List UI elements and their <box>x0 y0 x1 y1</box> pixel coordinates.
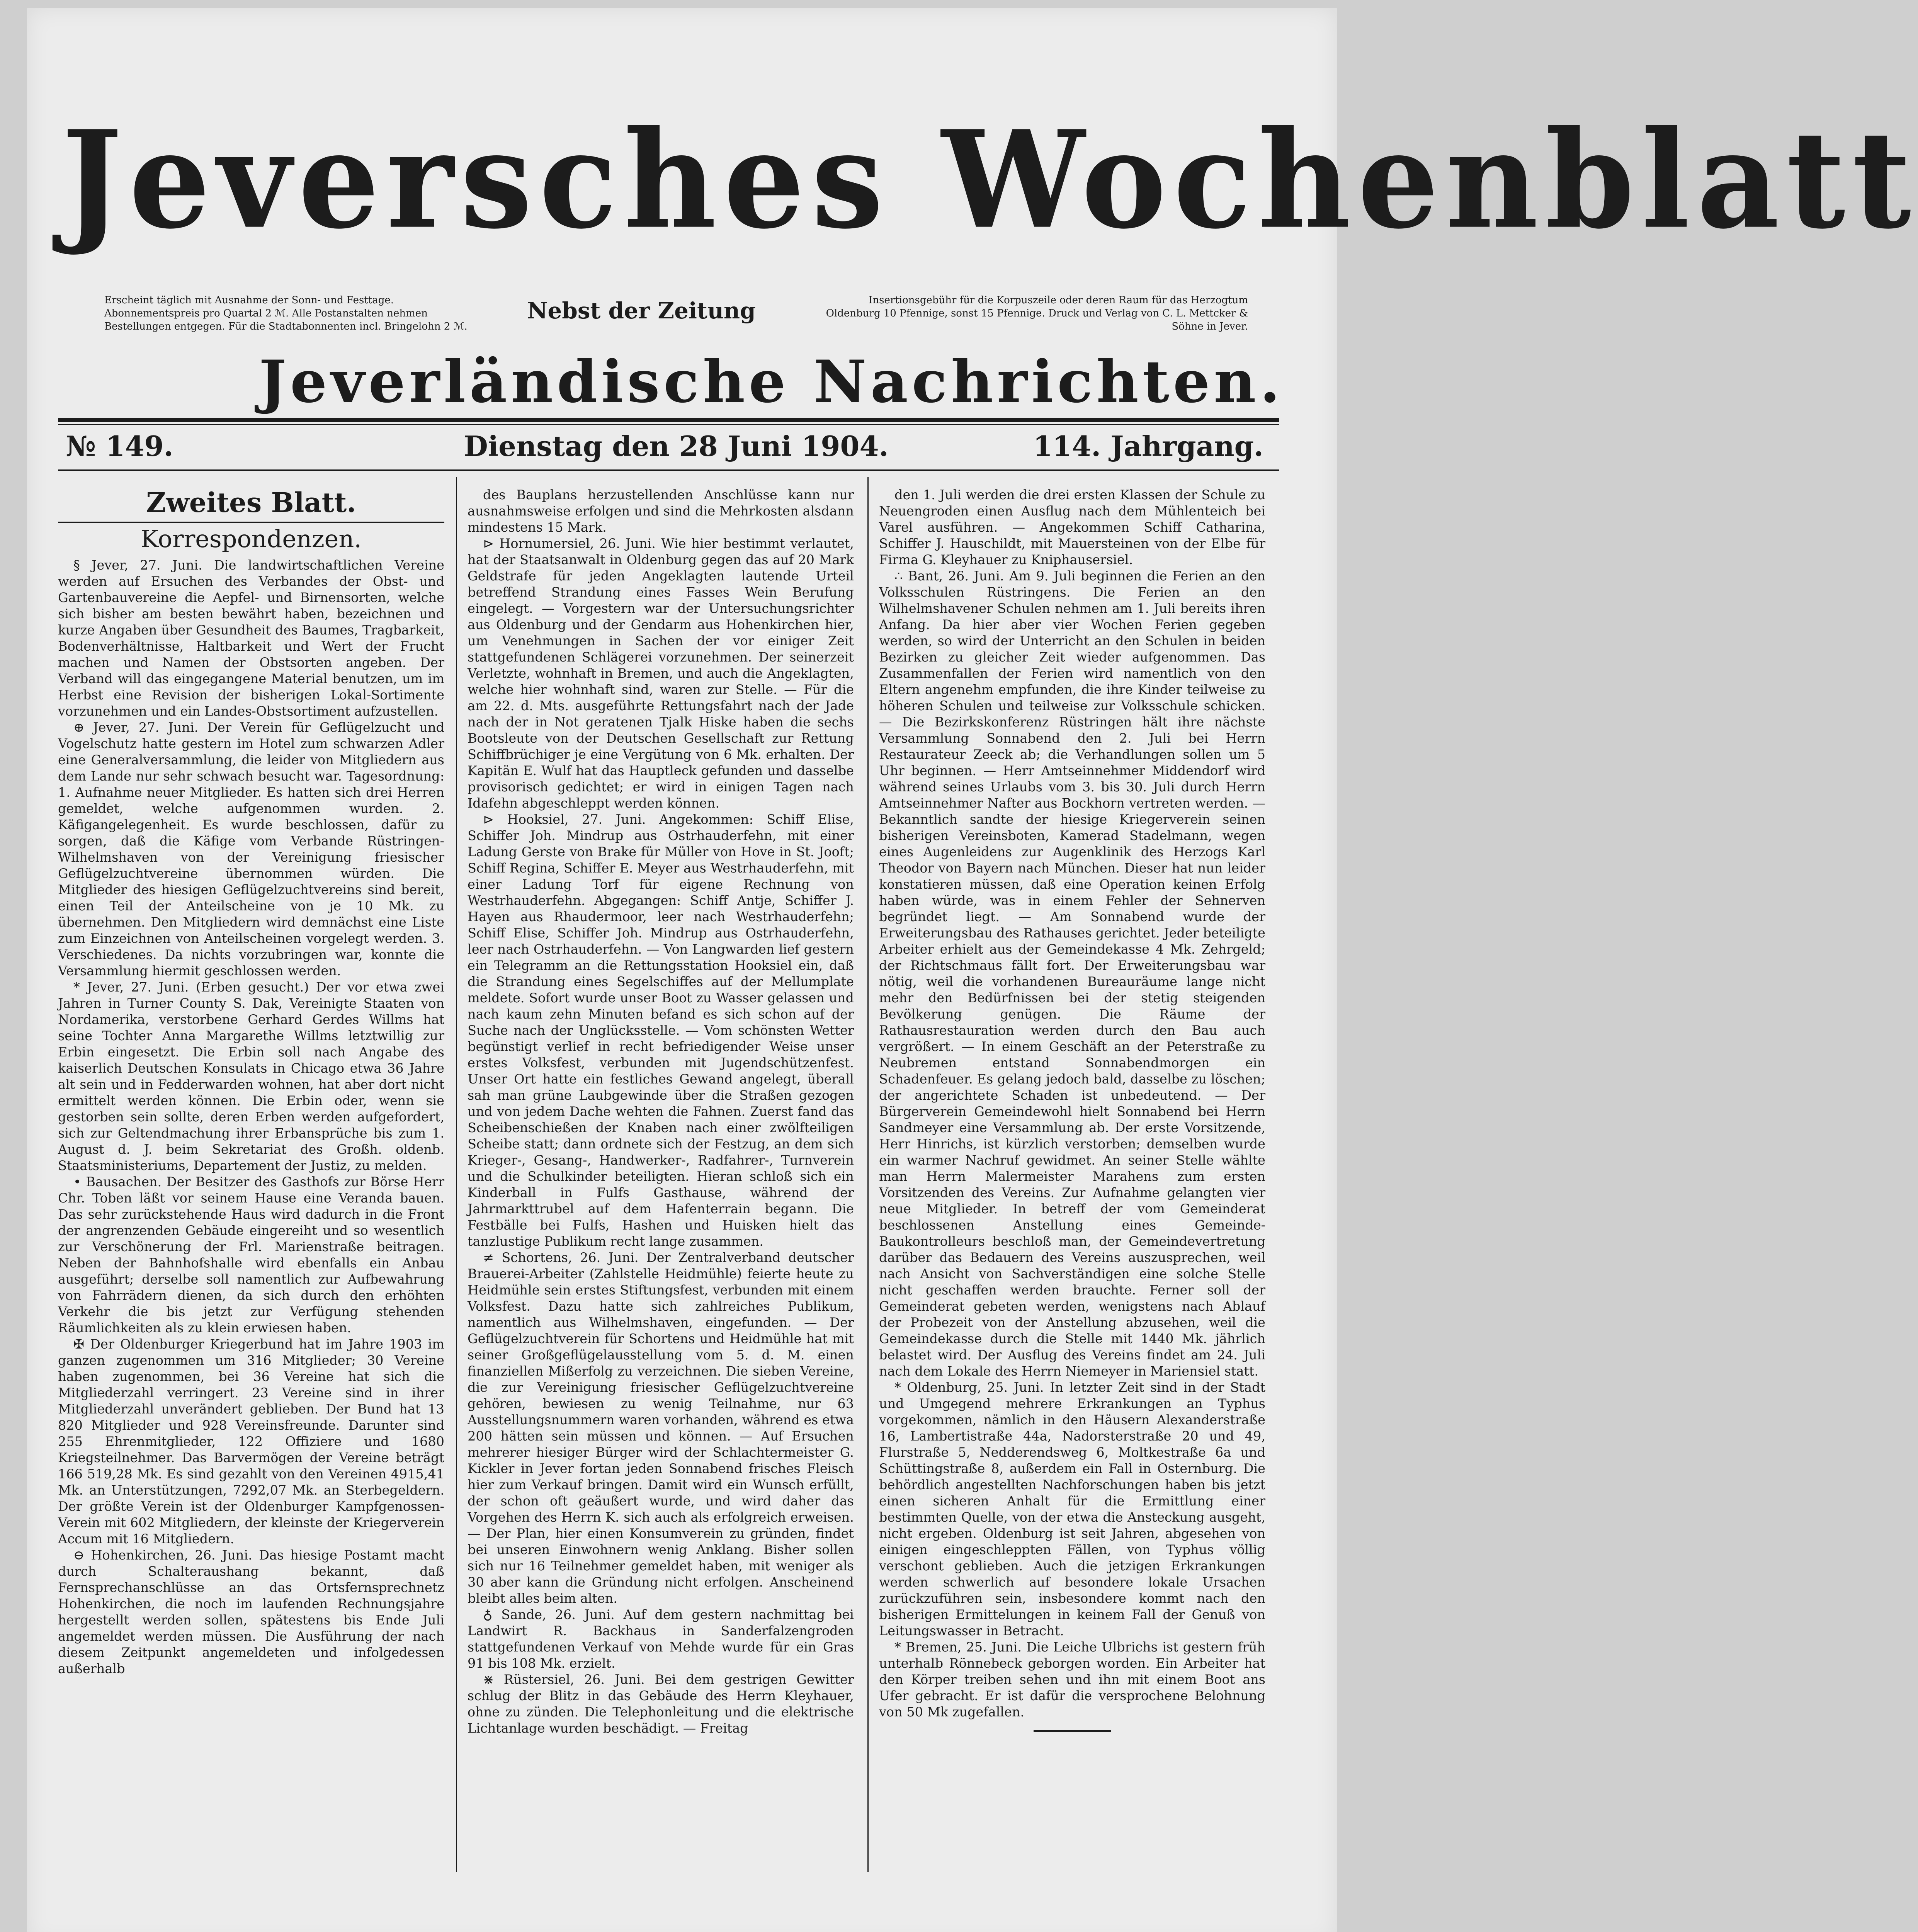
masthead-title: Jeversches Wochenblatt <box>62 101 1918 259</box>
article-paragraph: * Oldenburg, 25. Juni. In letzter Zeit sind in der Stadt und Umgegend mehrere Erkrankungen an Typhus vorgekommen, nämlich in den Häusern Alexanderstraße 16, Lambertistraße 44a, Nadorsterstraße 20 und 49, Flurstraße 5, Nedderendsweg 6, Moltkestraße 6a und Schüttingstraße 8, außerdem ein Fall in Osternburg. Die behördlich angestellten Nachforschungen haben bis jetzt einen sicheren Anhalt für die Ermittlung einer bestimmten Quelle, von der etwa die Ansteckung ausgeht, nicht ergeben. Oldenburg ist seit Jahren, abgesehen von einigen eingeschleppten Fällen, von Typhus völlig verschont geblieben. Auch die jetzigen Erkrankungen werden schwerlich auf besondere lokale Ursachen zurückzuführen sein, insbesondere kommt nach den bisherigen Ermittelungen in keinem Fall der Genuß von Leitungswasser in Betracht. <box>879 1380 1265 1638</box>
column-3 <box>879 487 1265 1862</box>
article-paragraph: § Jever, 27. Juni. Die landwirtschaftlichen Vereine werden auf Ersuchen des Verbandes der Obst- und Gartenbauvereine die Aepfel- und Birnensorten, welche sich bisher am besten bewährt haben, bezeichnen und kurze Angaben über Gesundheit des Baumes, Tragbarkeit, Bodenverhältnisse, Haltbarkeit und Wert der Frucht machen und Namen der Obstsorten angeben. Der Verband will das eingegangene Material benutzen, um im Herbst eine Revision der bisherigen Lokal-Sortimente vorzunehmen und ein Landes-Obstsortiment aufzustellen. <box>58 558 444 719</box>
article-paragraph: ⊕ Jever, 27. Juni. Der Verein für Geflügelzucht und Vogelschutz hatte gestern im Hotel zum schwarzen Adler eine Generalversammlung, die leider von Mitgliedern aus dem Lande nur sehr schwach besucht war. Tagesordnung: 1. Aufnahme neuer Mitglieder. Es hatten sich drei Herren gemeldet, welche aufgenommen wurden. 2. Käfigangelegenheit. Es wurde beschlossen, dafür zu sorgen, daß die Käfige vom Verbande Rüstringen-Wilhelmshaven von der Vereinigung friesischer Geflügelzuchtvereine übernommen würden. Die Mitglieder des hiesigen Geflügelzuchtvereins sind bereit, einen Teil der Anteilscheine von je 10 Mk. zu übernehmen. Den Mitgliedern wird demnächst eine Liste zum Einzeichnen von Anteilscheinen vorgelegt werden. 3. Verschiedenes. Da nichts vorzubringen war, konnte die Versammlung hiermit geschlossen werden. <box>58 720 444 978</box>
section-subheading: Korrespondenzen. <box>140 525 362 553</box>
article-paragraph: ⊳ Hooksiel, 27. Juni. Angekommen: Schiff Elise, Schiffer Joh. Mindrup aus Ostrhauderfehn, mit einer Ladung Gerste von Brake für Müller von Hove in St. Jooft; Schiff Regina, Schiffer E. Meyer aus Westrhauderfehn, mit einer Ladung Torf für eigene Rechnung von Westrhauderfehn. Abgegangen: Schiff Antje, Schiffer J. Hayen aus Rhaudermoor, leer nach Westrhauderfehn; Schiff Elise, Schiffer Joh. Mindrup aus Ostrhauderfehn, leer nach Ostrhauderfehn. — Von Langwarden lief gestern ein Telegramm an die Rettungsstation Hooksiel ein, daß die Strandung eines Segelschiffes auf der Mellumplate meldete. Sofort wurde unser Boot zu Wasser gelassen und nach kaum zehn Minuten befand es sich schon auf der Suche nach der Unglücksstelle. — Vom schönsten Wetter begünstigt verlief in recht befriedigender Weise unser erstes Volksfest, verbunden mit Jugendschützenfest. Unser Ort hatte ein festliches Gewand angelegt, überall sah man grüne Laubgewinde über die Straßen gezogen und von jedem Dache wehten die Fahnen. Zuerst fand das Scheibenschießen der Knaben nach einer zwölfteiligen Scheibe statt; dann ordnete sich der Festzug, an dem sich Krieger-, Gesang-, Handwerker-, Radfahrer-, Turnverein und die Schulkinder beteiligten. Hieran schloß sich ein Kinderball in Fulfs Gasthause, während der Jahrmarkttrubel auf dem Hafenterrain begann. Die Festbälle bei Fulfs, Hashen und Huisken hielt das tanzlustige Publikum recht lange zusammen. <box>468 812 854 1249</box>
article-paragraph: den 1. Juli werden die drei ersten Klassen der Schule zu Neuengroden einen Ausflug nach dem Mühlenteich bei Varel ausführen. — Angekommen Schiff Catharina, Schiffer J. Hauschildt, mit Mauersteinen von der Elbe für Firma G. Kleyhauer zu Kniphausersiel. <box>879 487 1265 567</box>
article-paragraph: ⊳ Hornumersiel, 26. Juni. Wie hier bestimmt verlautet, hat der Staatsanwalt in Oldenburg gegen das auf 20 Mark Geldstrafe für jeden Angeklagten lautende Urteil betreffend Strandung eines Fasses Wein Berufung eingelegt. — Vorgestern war der Untersuchungsrichter aus Oldenburg und der Gendarm aus Hohenkirchen hier, um Venehmungen in Sachen der vor einiger Zeit stattgefundenen Schlägerei vorzunehmen. Der seinerzeit Verletzte, wohnhaft in Bremen, und auch die Angeklagten, welche hier wohnhaft sind, waren zur Stelle. — Für die am 22. d. Mts. ausgeführte Rettungsfahrt nach der Jade nach der in Not geratenen Tjalk Hiske haben die sechs Bootsleute von der Deutschen Gesellschaft zur Rettung Schiffbrüchiger je eine Vergütung von 6 Mk. erhalten. Der Kapitän E. Wulf hat das Hauptleck gefunden und dasselbe provisorisch gedichtet; er wird in einigen Tagen nach Idafehn abgeschleppt werden können. <box>468 536 854 811</box>
column-divider-1 <box>456 477 457 1872</box>
section-heading: Zweites Blatt. <box>146 486 356 519</box>
article-paragraph: des Bauplans herzustellenden Anschlüsse kann nur ausnahmsweise erfolgen und sind die Mehrkosten alsdann mindestens 15 Mark. <box>468 487 854 535</box>
top-rule <box>58 418 1279 422</box>
advertising-info: Insertionsgebühr für die Korpuszeile oder deren Raum für das Herzogtum Oldenburg 10 Pfennige, sonst 15 Pfennige. Druck und Verlag von C. L. Mettcker & Söhne in Jever. <box>826 294 1248 332</box>
article-paragraph: ✠ Der Oldenburger Kriegerbund hat im Jahre 1903 im ganzen zugenommen um 316 Mitglieder; 30 Vereine haben zugenommen, bei 36 Vereine hat sich die Mitgliederzahl verringert. 23 Vereine sind in ihrer Mitgliederzahl unverändert geblieben. Der Bund hat 13 820 Mitglieder und 928 Vereinsfreunde. Darunter sind 255 Ehrenmitglieder, 122 Offiziere und 1680 Kriegsteilnehmer. Das Barvermögen der Vereine beträgt 166 519,28 Mk. Es sind gezahlt von den Vereinen 4915,41 Mk. an Unterstützungen, 7292,07 Mk. an Sterbegeldern. Der größte Verein ist der Oldenburger Kampfgenossen-Verein mit 602 Mitgliedern, der kleinste der Kriegerverein Accum mit 16 Mitgliedern. <box>58 1337 444 1546</box>
subscription-info: Erscheint täglich mit Ausnahme der Sonn- und Festtage. Abonnementspreis pro Quartal 2 ℳ. Alle Postanstalten nehmen Bestellungen entgegen. Für die Stadtabonnenten incl. Bringelohn 2 ℳ. <box>104 294 468 332</box>
issue-number: № 149. <box>66 430 173 463</box>
nebst-label: Nebst der Zeitung <box>527 298 756 324</box>
article-paragraph: ⋇ Rüstersiel, 26. Juni. Bei dem gestrigen Gewitter schlug der Blitz in das Gebäude des Herrn Kleyhauer, ohne zu zünden. Die Telephonleitung und die elektrische Lichtanlage wurden beschädigt. — Freitag <box>468 1672 854 1736</box>
article-paragraph: ♁ Sande, 26. Juni. Auf dem gestern nachmittag bei Landwirt R. Backhaus in Sanderfalzengroden stattgefundenen Verkauf von Mehde wurde für ein Gras 91 bis 108 Mk. erzielt. <box>468 1607 854 1671</box>
heading-rule <box>58 522 444 523</box>
article-paragraph: ≠ Schortens, 26. Juni. Der Zentralverband deutscher Brauerei-Arbeiter (Zahlstelle Heidmühle) feierte heute zu Heidmühle sein erstes Stiftungsfest, verbunden mit einem Volksfest. Dazu hatte sich zahlreiches Publikum, namentlich aus Wilhelmshaven, eingefunden. — Der Geflügelzuchtverein für Schortens und Heidmühle hat mit seiner Großgeflügelausstellung vom 5. d. M. einen finanziellen Mißerfolg zu verzeichnen. Die sieben Vereine, die zur Vereinigung friesischer Geflügelzuchtvereine gehören, bewiesen zu wenig Teilnahme, nur 63 Ausstellungsnummern waren vorhanden, während es etwa 200 hätten sein müssen und können. — Auf Ersuchen mehrerer hiesiger Bürger wird der Schlachtermeister G. Kickler in Jever fortan jeden Sonnabend frisches Fleisch hier zum Verkauf bringen. Damit wird ein Wunsch erfüllt, der schon oft geäußert wurde, und wird daher das Vorgehen des Herrn K. sich auch als erfolgreich erweisen. — Der Plan, hier einen Konsumverein zu gründen, findet bei unseren Einwohnern wenig Anklang. Bisher sollen sich nur 16 Teilnehmer gemeldet haben, mit weniger als 30 aber kann die Gründung nicht erfolgen. Anscheinend bleibt alles beim alten. <box>468 1250 854 1606</box>
article-paragraph: * Jever, 27. Juni. (Erben gesucht.) Der vor etwa zwei Jahren in Turner County S. Dak, Vereinigte Staaten von Nordamerika, verstorbene Gerhard Gerdes Willms hat seine Tochter Anna Margarethe Willms letztwillig zur Erbin eingesetzt. Die Erbin soll nach Angabe des kaiserlich Deutschen Konsulats in Chicago etwa 36 Jahre alt sein und in Fedderwarden wohnen, hat aber dort nicht ermittelt werden können. Die Erbin oder, wenn sie gestorben sein sollte, deren Erben werden aufgefordert, sich zur Geltendmachung ihrer Erbansprüche bis zum 1. August d. J. beim Sekretariat des Großh. oldenb. Staatsministeriums, Departement der Justiz, zu melden. <box>58 980 444 1173</box>
article-paragraph: ⊖ Hohenkirchen, 26. Juni. Das hiesige Postamt macht durch Schalteraushang bekannt, daß Fernsprechanschlüsse an das Ortsfernsprechnetz Hohenkirchen, die noch im laufenden Rechnungsjahre hergestellt werden sollen, spätestens bis Ende Juli angemeldet werden müssen. Die Ausführung der nach diesem Zeitpunkt angemeldeten und infolgedessen außerhalb <box>58 1548 444 1676</box>
issue-date: Dienstag den 28 Juni 1904. <box>464 430 889 463</box>
masthead-subtitle: Jeverländische Nachrichten. <box>259 348 1284 416</box>
newspaper-page <box>27 8 1918 1932</box>
top-rule-thin <box>58 424 1279 425</box>
column-divider-2 <box>867 477 869 1872</box>
column-2 <box>468 487 854 1862</box>
article-paragraph: ∴ Bant, 26. Juni. Am 9. Juli beginnen die Ferien an den Volksschulen Rüstringens. Die Ferien an den Wilhelmshavener Schulen nehmen am 1. Juli bereits ihren Anfang. Da hier aber vier Wochen Ferien gegeben werden, so wird der Unterricht an den Schulen in beiden Bezirken zu gleicher Zeit wieder aufgenommen. Das Zusammenfallen der Ferien wird namentlich von den Eltern angenehm empfunden, die ihre Kinder teilweise zu höheren Schulen und teilweise zur Volksschule schicken. — Die Bezirkskonferenz Rüstringen hält ihre nächste Versammlung Sonnabend den 2. Juli bei Herrn Restaurateur Zeeck ab; die Verhandlungen sollen um 5 Uhr beginnen. — Herr Amtseinnehmer Middendorf wird während seines Urlaubs vom 3. bis 30. Juli durch Herrn Amtseinnehmer Nafter aus Bockhorn vertreten werden. — Bekanntlich sandte der hiesige Kriegerverein seinen bisherigen Vereinsboten, Kamerad Stadelmann, wegen eines Augenleidens zur Augenklinik des Herzogs Karl Theodor von Bayern nach München. Dieser hat nun leider konstatieren müssen, daß eine Operation keinen Erfolg haben würde, was in einem Fehler der Sehnerven begründet liegt. — Am Sonnabend wurde der Erweiterungsbau des Rathauses gerichtet. Jeder beteiligte Arbeiter erhielt aus der Gemeindekasse 4 Mk. Zehrgeld; der Richtschmaus fällt fort. Der Erweiterungsbau war nötig, weil die vorhandenen Bureauräume lange nicht mehr den Bedürfnissen bei der stetig steigenden Bevölkerung genügen. Die Räume der Rathausrestauration werden durch den Bau auch vergrößert. — In einem Geschäft an der Peterstraße zu Neubremen entstand Sonnabendmorgen ein Schadenfeuer. Es gelang jedoch bald, dasselbe zu löschen; der angerichtete Schaden ist unbedeutend. — Der Bürgerverein Gemeindewohl hielt Sonnabend bei Herrn Sandmeyer eine Versammlung ab. Der erste Vorsitzende, Herr Hinrichs, ist kürzlich verstorben; demselben wurde ein warmer Nachruf gewidmet. An seiner Stelle wählte man Herrn Malermeister Marahens zum ersten Vorsitzenden des Vereins. Zur Aufnahme gelangten vier neue Mitglieder. In betreff der vom Gemeinderat beschlossenen Anstellung eines Gemeinde-Baukontrolleurs beschloß man, der Gemeindevertretung darüber das Bedauern des Vereins auszusprechen, weil nach Ansicht von Sachverständigen eine solche Stelle nicht geschaffen werden brauchte. Ferner soll der Gemeinderat gebeten werden, wenigstens nach Ablauf der Probezeit von der Anstellung abzusehen, weil die Gemeindekasse durch die Stelle mit 1440 Mk. jährlich belastet wird. Der Ausflug des Vereins findet am 24. Juli nach dem Lokale des Herrn Niemeyer in Mariensiel statt. <box>879 568 1265 1379</box>
end-rule <box>1034 1730 1111 1732</box>
article-paragraph: • Bausachen. Der Besitzer des Gasthofs zur Börse Herr Chr. Toben läßt vor seinem Hause eine Veranda bauen. Das sehr zurückstehende Haus wird dadurch in die Front der angrenzenden Gebäude eingereiht und so wesentlich zur Verschönerung der Frl. Marienstraße beitragen. Neben der Bahnhofshalle wird ebenfalls ein Anbau ausgeführt; derselbe soll namentlich zur Aufbewahrung von Fahrrädern dienen, da sich durch den erhöhten Verkehr die bis jetzt zur Verfügung stehenden Räumlichkeiten als zu klein erwiesen haben. <box>58 1174 444 1335</box>
column-1 <box>58 487 444 1862</box>
dateline-rule <box>58 469 1279 471</box>
issue-volume: 114. Jahrgang. <box>1033 430 1263 463</box>
article-paragraph: * Bremen, 25. Juni. Die Leiche Ulbrichs ist gestern früh unterhalb Rönnebeck geborgen worden. Ein Arbeiter hat den Körper treiben sehen und ihn mit einem Boot ans Ufer gebracht. Er ist dafür die versprochene Belohnung von 50 Mk zugefallen. <box>879 1639 1265 1719</box>
